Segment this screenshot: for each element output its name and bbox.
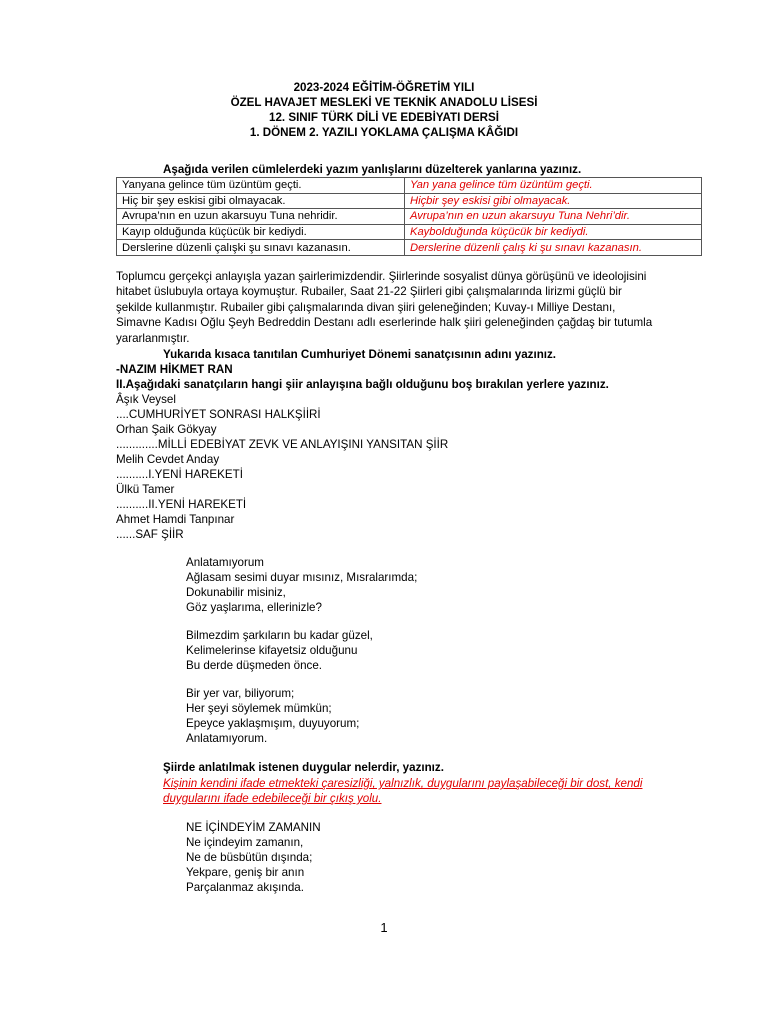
answer-cell: Hiçbir şey eskisi gibi olmayacak. [405, 193, 702, 209]
table-row [117, 209, 702, 225]
header-course: 12. SINIF TÜRK DİLİ VE EDEBİYATI DERSİ [269, 111, 499, 124]
poem-title: NE İÇİNDEYİM ZAMANIN [186, 821, 321, 834]
question-cell: Yanyana gelince tüm üzüntüm geçti. [117, 178, 405, 194]
poem-line: Bu derde düşmeden önce. [186, 659, 323, 672]
poem-line: Ağlasam sesimi duyar mısınız, Mısralarımda; [186, 571, 418, 584]
poem-line: Bilmezdim şarkıların bu kadar güzel, [186, 629, 373, 642]
poet-description-paragraph: Toplumcu gerçekçi anlayışla yazan şairlerimizdendir. Şiirlerinde sosyalist dünya görüşünü ve ideolojisini hitabet üslubuyla ortaya koymuştur. Rubailer, Saat 21-22 Şiirleri gibi çalışmalarında lirizmi güçlü bir şekilde kullanmıştır. Rubailer gibi çalışmalarında divan şiiri geleneğinden; Kuvay-ı Milliye Destanı, Simavne Kadısı Oğlu Şeyh Bedreddin Destanı adlı eserlerinde halk şiiri geleneğinden çağdaş bir tutumla yararlanmıştır. [116, 270, 653, 345]
table-row [117, 224, 702, 240]
poet-name: Orhan Şaik Gökyay [116, 423, 217, 436]
section2-answer: -NAZIM HİKMET RAN [116, 363, 233, 376]
poem-line: Epeyce yaklaşmışım, duyuyorum; [186, 717, 360, 730]
poem-line: Göz yaşlarıma, ellerinizle? [186, 601, 322, 614]
poet-name: Ahmet Hamdi Tanpınar [116, 513, 235, 526]
section1-instruction: Aşağıda verilen cümlelerdeki yazım yanlışlarını düzelterek yanlarına yazınız. [163, 163, 582, 176]
poem-line: Yekpare, geniş bir anın [186, 866, 305, 879]
poem-line: Her şeyi söylemek mümkün; [186, 702, 332, 715]
question-cell: Hiç bir şey eskisi gibi olmayacak. [117, 193, 405, 209]
question-cell: Derslerine düzenli çalışki şu sınavı kazanasın. [117, 240, 405, 256]
poem-line: Ne içindeyim zamanın, [186, 836, 304, 849]
poet-movement-answer: .............MİLLİ EDEBİYAT ZEVK VE ANLAYIŞINI YANSITAN ŞİİR [116, 438, 449, 451]
answer-cell: Avrupa’nın en uzun akarsuyu Tuna Nehri’dir. [405, 209, 702, 225]
poet-movement-answer: ..........I.YENİ HAREKETİ [116, 468, 243, 481]
poem-line: Dokunabilir misiniz, [186, 586, 286, 599]
correction-table [116, 177, 702, 256]
poem-line: Anlatamıyorum [186, 556, 264, 569]
document-header [0, 80, 768, 140]
poem-line: Bir yer var, biliyorum; [186, 687, 295, 700]
poem-line: Anlatamıyorum. [186, 732, 268, 745]
poet-movement-answer: ....CUMHURİYET SONRASI HALKŞİİRİ [116, 408, 321, 421]
poet-movement-answer: ..........II.YENİ HAREKETİ [116, 498, 247, 511]
poem2 [186, 820, 321, 895]
section3-title: II.Aşağıdaki sanatçıların hangi şiir anlayışına bağlı olduğunu boş bırakılan yerlere yazınız. [116, 378, 609, 391]
poem-answer-line1: Kişinin kendini ifade etmekteki çaresizliği, yalnızlık, duygularını paylaşabileceği bir dost, kendi [163, 777, 643, 790]
page-number: 1 [380, 920, 388, 935]
header-school-name: ÖZEL HAVAJET MESLEKİ VE TEKNİK ANADOLU LİSESİ [230, 96, 538, 109]
header-exam-title: 1. DÖNEM 2. YAZILI YOKLAMA ÇALIŞMA KÂĞIDI [249, 126, 519, 139]
poem1-stanza2 [186, 628, 373, 673]
poet-name: Ülkü Tamer [116, 483, 175, 496]
answer-cell: Kaybolduğunda küçücük bir kediydi. [405, 224, 702, 240]
poet-name: Melih Cevdet Anday [116, 453, 220, 466]
table-row [117, 240, 702, 256]
answer-cell: Yan yana gelince tüm üzüntüm geçti. [405, 178, 702, 194]
poem1-stanza1 [186, 555, 417, 615]
poem-line: Kelimelerinse kifayetsiz olduğunu [186, 644, 358, 657]
poem-line: Ne de büsbütün dışında; [186, 851, 313, 864]
question-cell: Avrupa’nın en uzun akarsuyu Tuna nehridir. [117, 209, 405, 225]
poem1-stanza3 [186, 686, 359, 746]
poem-question: Şiirde anlatılmak istenen duygular nelerdir, yazınız. [163, 761, 444, 774]
header-school-year: 2023-2024 EĞİTİM-ÖĞRETİM YILI [293, 81, 475, 94]
section2-question: Yukarıda kısaca tanıtılan Cumhuriyet Dönemi sanatçısının adını yazınız. [163, 348, 557, 361]
poet-name: Âşık Veysel [116, 393, 176, 406]
table-row [117, 193, 702, 209]
poem-line: Parçalanmaz akışında. [186, 881, 304, 894]
poet-movement-answer: ......SAF ŞİİR [116, 528, 184, 541]
answer-cell: Derslerine düzenli çalış ki şu sınavı kazanasın. [405, 240, 702, 256]
table-row [117, 178, 702, 194]
question-cell: Kayıp olduğunda küçücük bir kediydi. [117, 224, 405, 240]
poem-answer-line2: duygularını ifade edebileceği bir çıkış yolu. [163, 792, 382, 805]
